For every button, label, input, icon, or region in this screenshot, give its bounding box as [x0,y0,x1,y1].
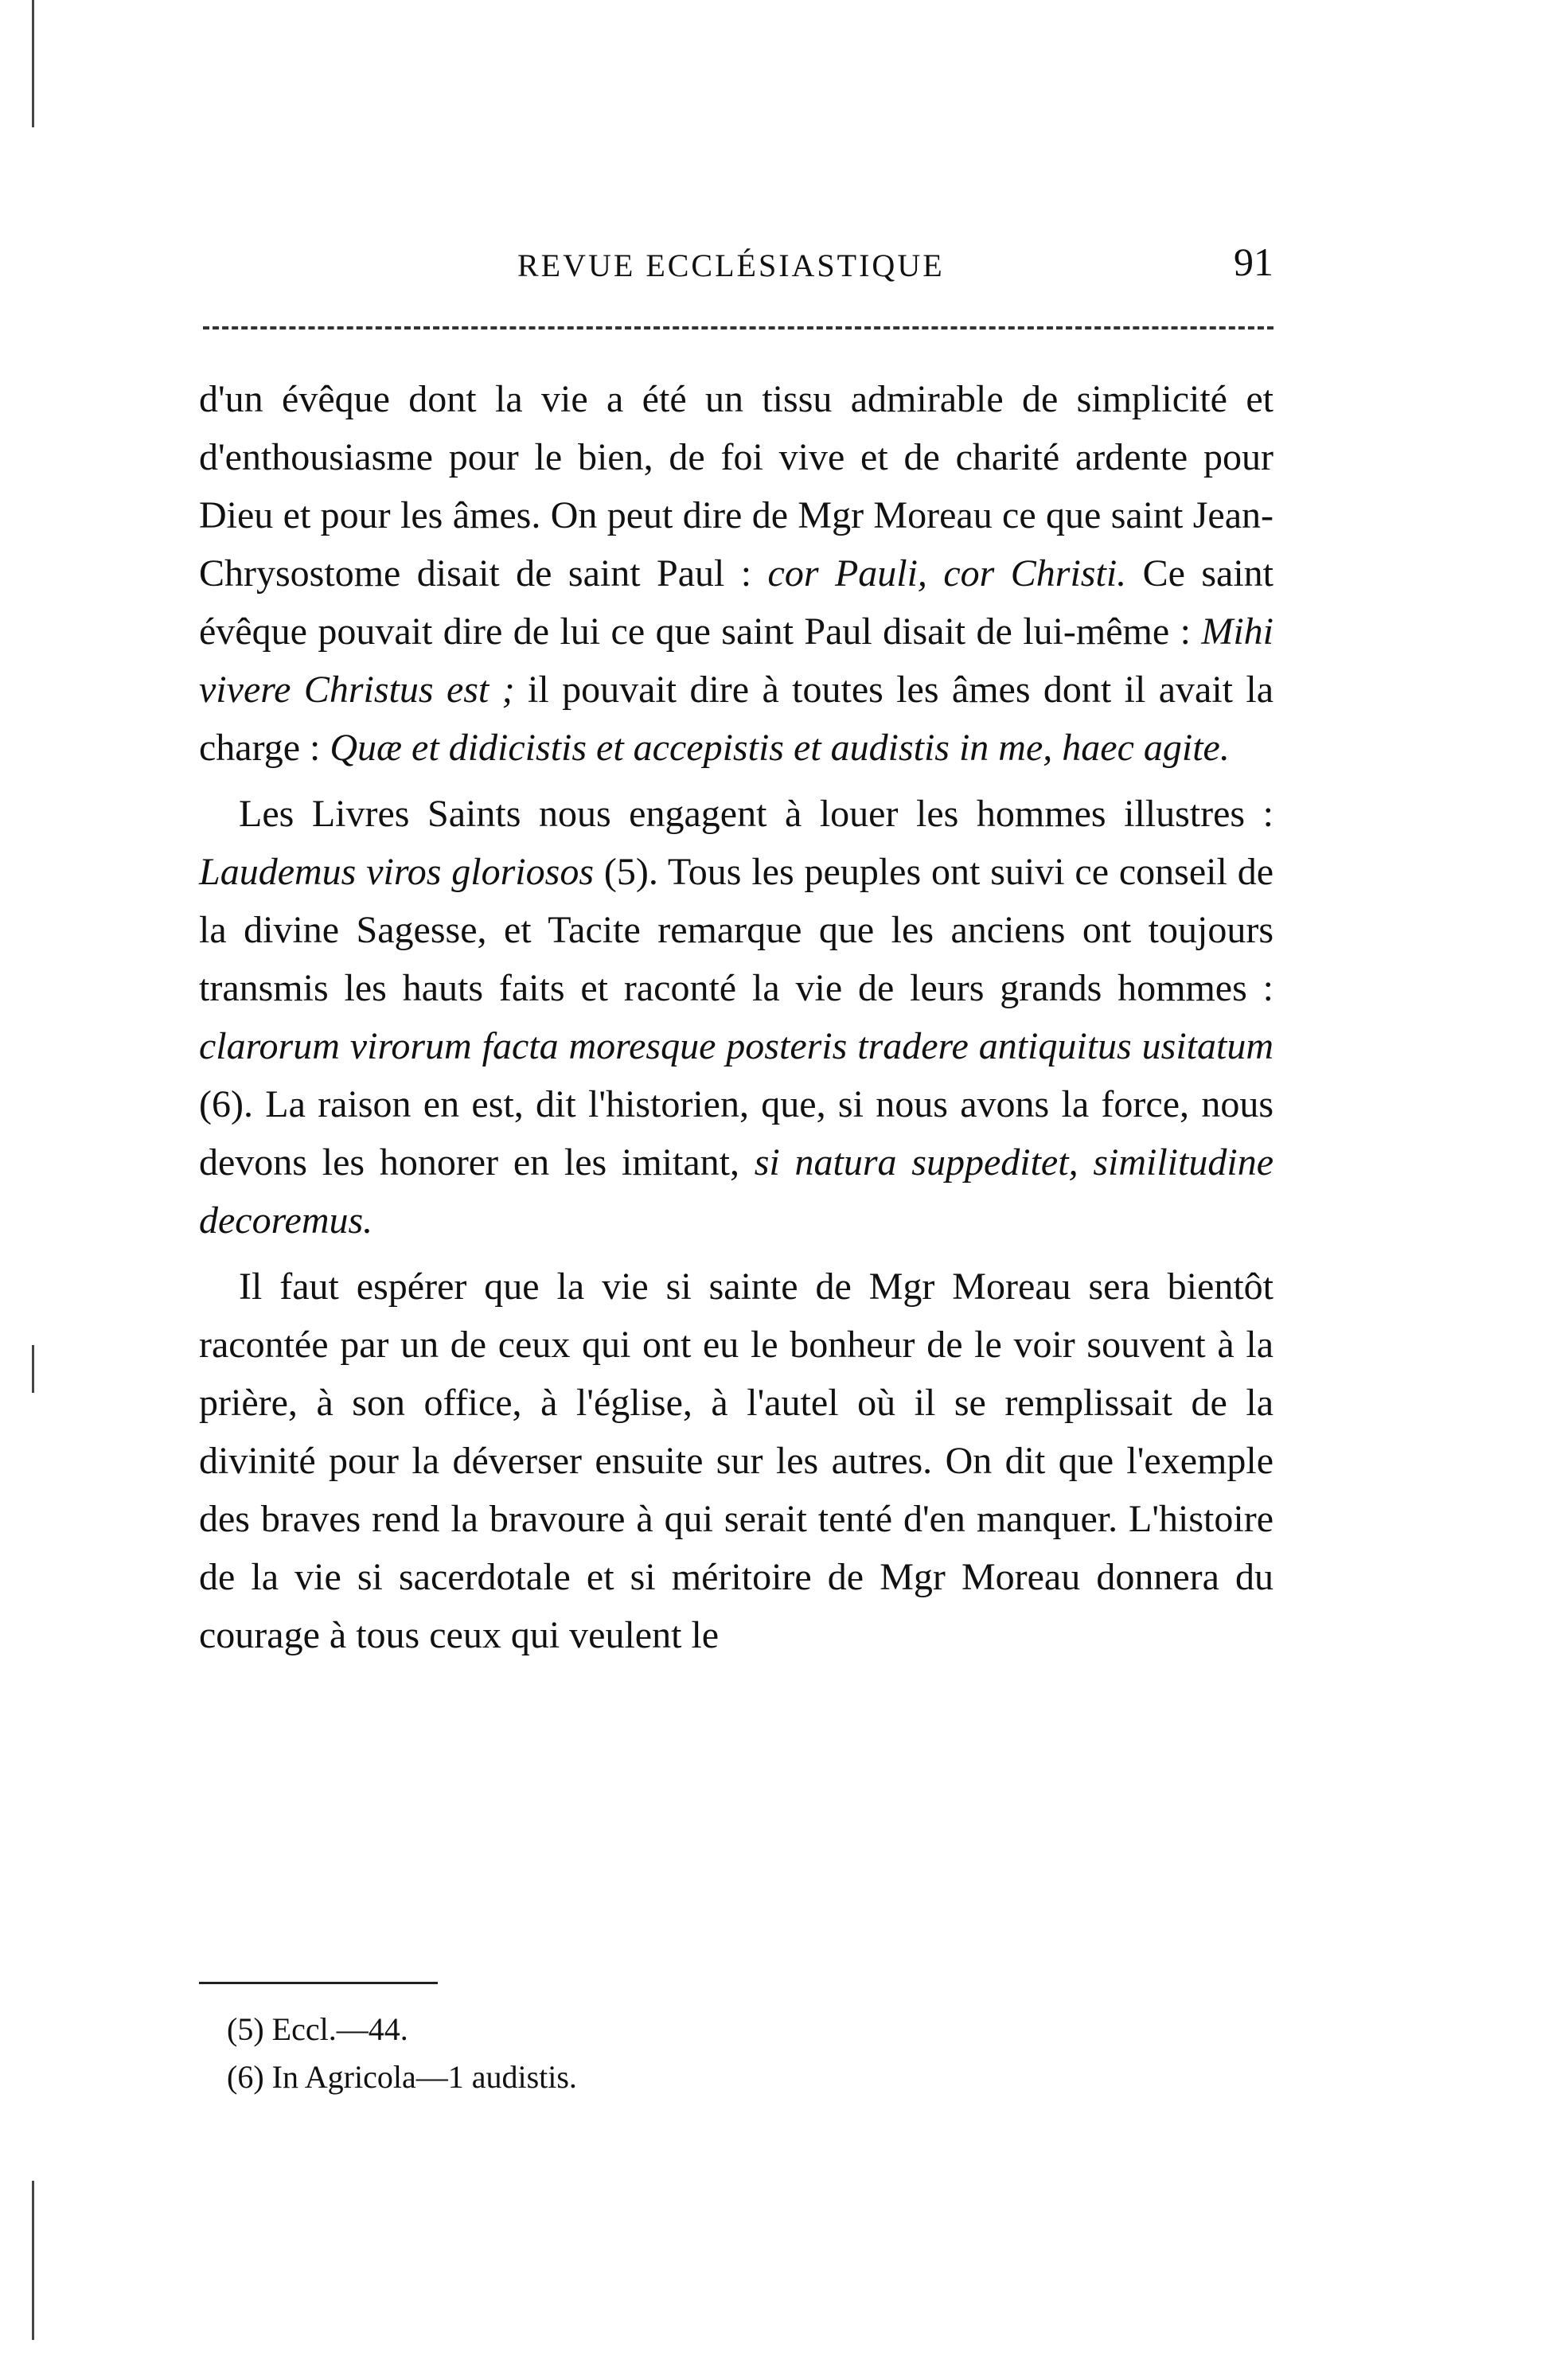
latin-quote: Mihi vivere Christus est ; [199,610,1274,711]
text-run: Ce saint évêque pouvait dire de lui ce que saint Paul disait de lui-même : [199,552,1274,653]
text-run: Il faut espérer que la vie si sainte de Mgr Moreau sera bientôt racontée par un de ceux qui ont eu le bonheur de le voir souvent à la prière, à son office, à l'église, à l'autel où il se remplissait de la divinité pour la déverser ensuite sur les autres. On dit que l'exemple des braves rend la bravoure à qui serait tenté d'en manquer. L'histoire de la vie si sacerdotale et si méritoire de Mgr Moreau donnera du courage à tous ceux qui veulent le [199,1265,1274,1656]
footnote-6: (6) In Agricola—1 audistis. [227,2059,577,2095]
header-rule [203,326,1274,330]
paragraph-1 [199,370,1274,777]
text-run: (6). La raison en est, dit l'historien, que, si nous avons la force, nous devons les honorer en les imitant, [199,1083,1274,1184]
scan-margin-mark [32,2181,34,2340]
latin-quote: Laudemus viros gloriosos [199,851,594,893]
latin-quote: si natura suppeditet, similitudine decoremus. [199,1141,1274,1242]
footnote-5: (5) Eccl.—44. [227,2011,408,2047]
running-title: REVUE ECCLÉSIASTIQUE [517,248,945,283]
text-run: d'un évêque dont la vie a été un tissu admirable de simplicité et d'enthousiasme pour le bien, de foi vive et de charité ardente pour Dieu et pour les âmes. On peut dire de Mgr Moreau ce que saint Jean-Chrysostome disait de saint Paul : [199,378,1274,595]
latin-quote: cor Pauli, cor Christi. [767,552,1127,595]
latin-quote: Quæ et didicistis et accepistis et audistis in me, haec agite. [330,727,1230,769]
latin-quote: clarorum virorum facta moresque posteris tradere antiquitus usitatum [199,1025,1274,1067]
footnotes [227,2006,577,2101]
scan-margin-mark [32,0,34,127]
text-run: il pouvait dire à toutes les âmes dont il avait la charge : [199,669,1274,769]
text-run: (5). Tous les peuples ont suivi ce conseil de la divine Sagesse, et Tacite remarque que les anciens ont toujours transmis les hauts faits et raconté la vie de leurs grands hommes : [199,851,1274,1009]
paragraph-2 [199,785,1274,1250]
footnote-rule [199,1982,438,1984]
body-text [199,370,1274,1664]
paragraph-3 [199,1258,1274,1664]
running-head [199,239,1274,287]
text-run: Les Livres Saints nous engagent à louer les hommes illustres : [239,793,1274,835]
scan-margin-mark [32,1345,34,1393]
page-number: 91 [1234,240,1274,284]
